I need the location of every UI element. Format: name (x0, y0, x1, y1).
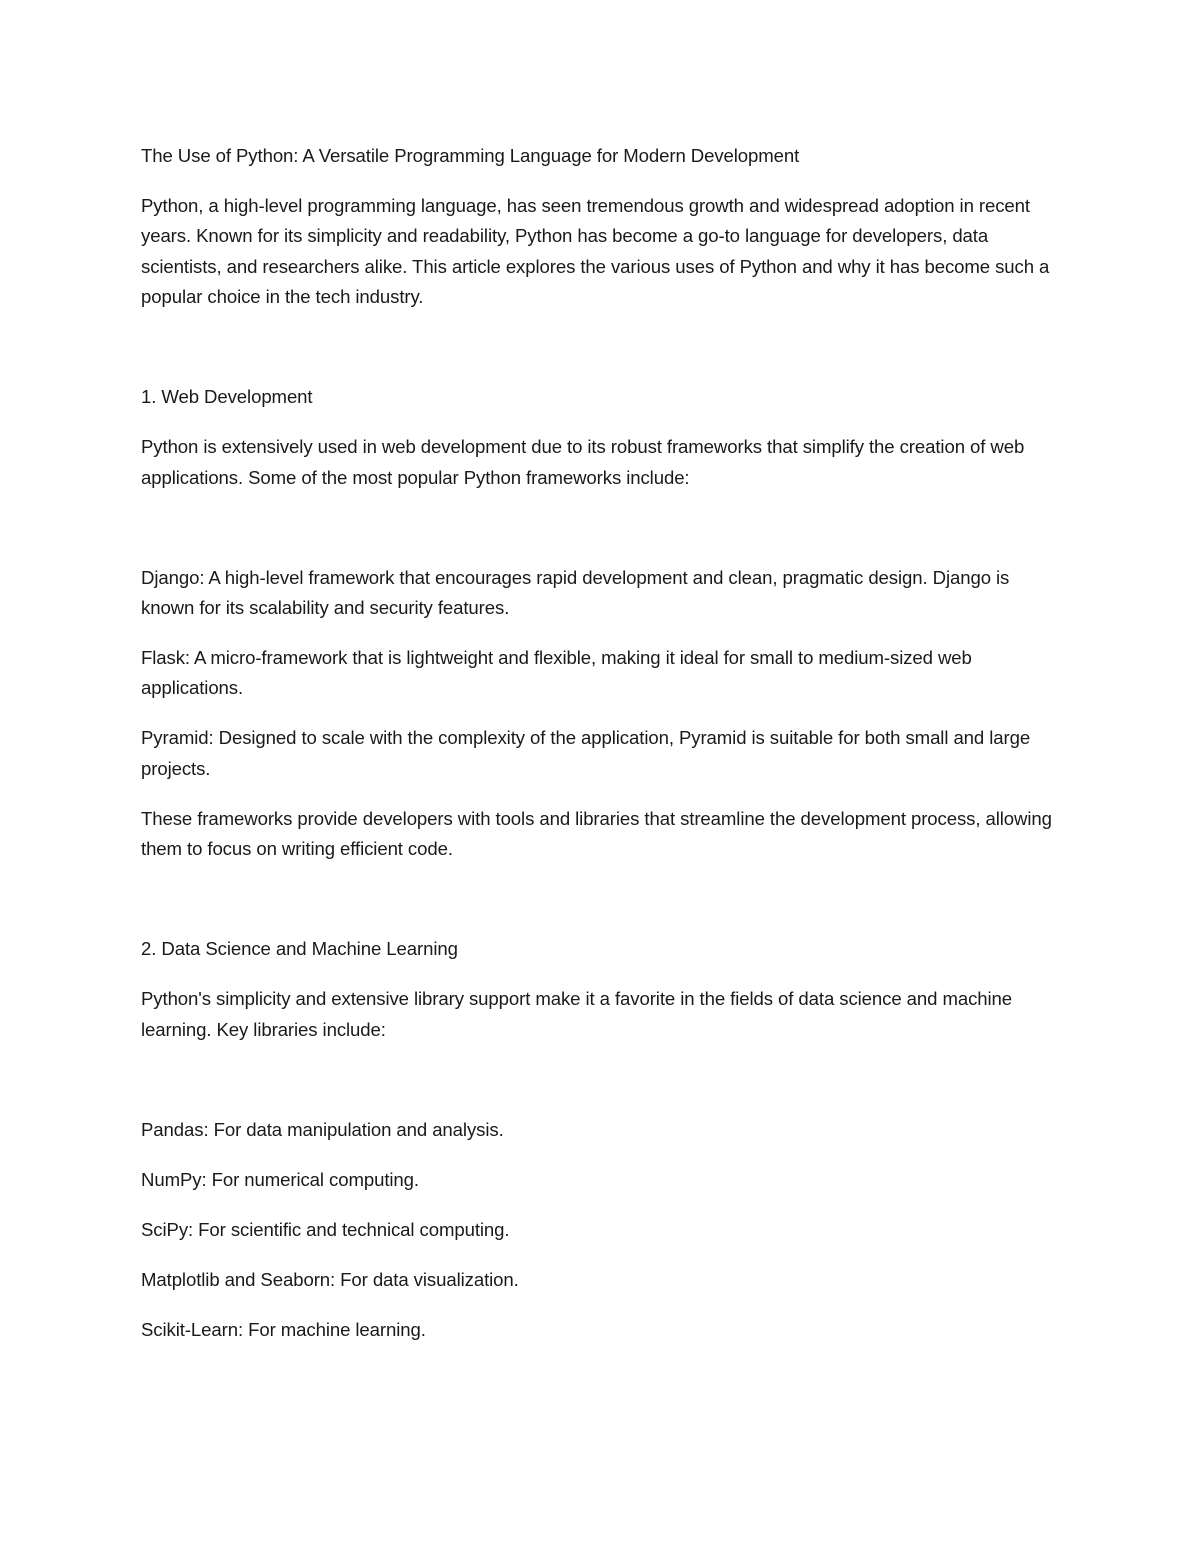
section-closing-web-development: These frameworks provide developers with tools and libraries that streamline the development process, allowing them to focus on writing efficient code. (141, 807, 1052, 860)
document-body (141, 141, 1061, 1365)
framework-item-django: Django: A high-level framework that encourages rapid development and clean, pragmatic design. Django is known for its scalability and security features. (141, 566, 1010, 619)
section-heading-web-development: 1. Web Development (141, 386, 313, 408)
library-item-scipy: SciPy: For scientific and technical computing. (141, 1218, 510, 1240)
section-lead-data-science: Python's simplicity and extensive library support make it a favorite in the fields of data science and machine learning. Key libraries include: (141, 988, 1013, 1040)
section-lead-web-development: Python is extensively used in web development due to its robust frameworks that simplify the creation of web applications. Some of the most popular Python frameworks include: (141, 436, 1025, 488)
framework-item-flask: Flask: A micro-framework that is lightweight and flexible, making it ideal for small to medium-sized web applications. (141, 647, 972, 699)
intro-paragraph: Python, a high-level programming language, has seen tremendous growth and widespread adoption in recent years. Known for its simplicity and readability, Python has become a go-to language for developers, data scientists, and researchers alike. This article explores the various uses of Python and why it has become such a popular choice in the tech industry. (141, 195, 1050, 308)
framework-item-pyramid: Pyramid: Designed to scale with the complexity of the application, Pyramid is suitable for both small and large projects. (141, 727, 1031, 779)
library-item-matplotlib-seaborn: Matplotlib and Seaborn: For data visualization. (141, 1268, 519, 1290)
section-heading-data-science: 2. Data Science and Machine Learning (141, 938, 458, 960)
library-item-numpy: NumPy: For numerical computing. (141, 1168, 419, 1190)
document-title: The Use of Python: A Versatile Programming Language for Modern Development (141, 145, 800, 166)
library-item-pandas: Pandas: For data manipulation and analysis. (141, 1118, 504, 1140)
library-item-scikit-learn: Scikit-Learn: For machine learning. (141, 1318, 426, 1340)
